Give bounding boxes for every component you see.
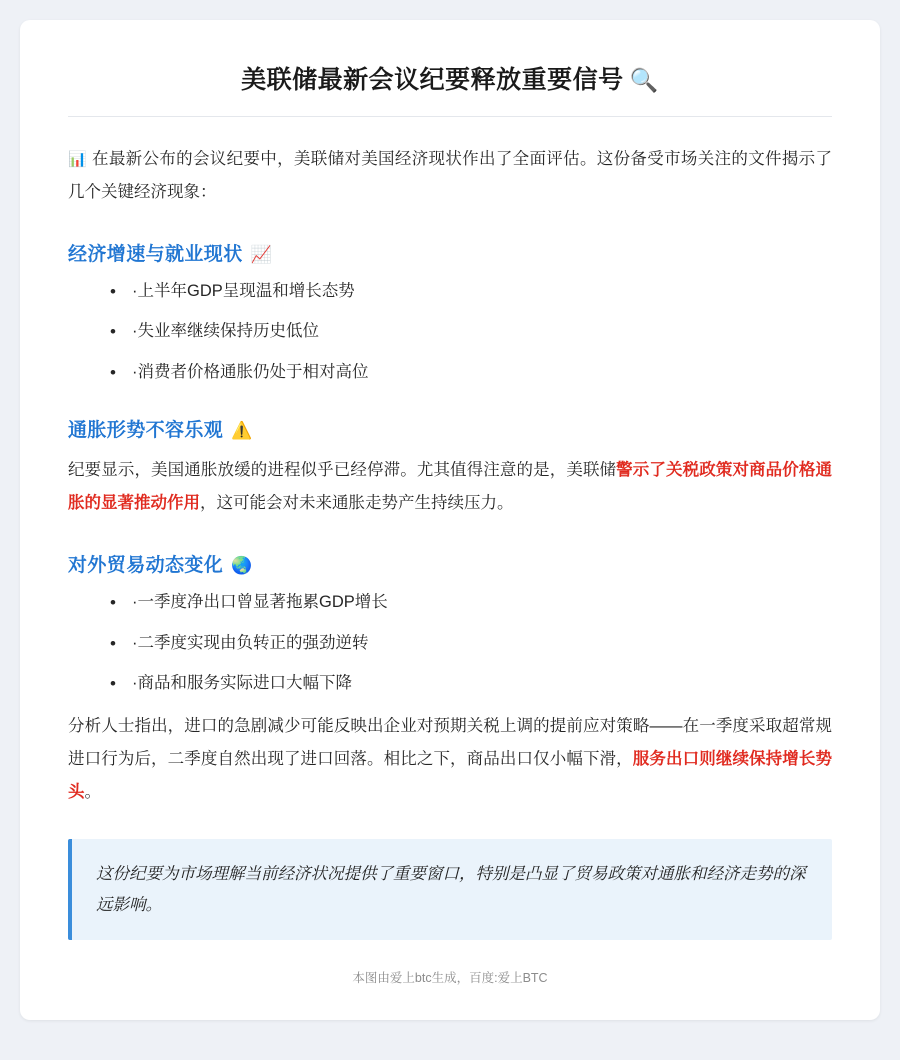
chart-increasing-icon: 📈 (250, 245, 273, 264)
paragraph-part: ，这可能会对未来通胀走势产生持续压力。 (200, 494, 514, 513)
bullet-list-trade (68, 589, 832, 696)
list-item: • ·商品和服务实际进口大幅下降 (132, 670, 832, 696)
page-title (68, 54, 832, 117)
list-item: • ·上半年GDP呈现温和增长态势 (132, 278, 832, 304)
list-item: • ·消费者价格通胀仍处于相对高位 (132, 359, 832, 385)
paragraph-part: 分析人士指出，进口的急剧减少可能反映出企业对预期关税上调的提前应对策略——在一季度采取超常规进口行为后，二季度自然出现了进口回落。相比之下，商品出口仅小幅下滑， (68, 717, 832, 769)
document-card (20, 20, 880, 1020)
callout-text: 这份纪要为市场理解当前经济状况提供了重要窗口，特别是凸显了贸易政策对通胀和经济走势的深远影响。 (96, 865, 806, 914)
callout-box (68, 839, 832, 940)
section-heading-trade (68, 550, 832, 577)
globe-icon: 🌏 (231, 556, 253, 576)
footer-credit: 本图由爱上btc生成，百度:爱上BTC (352, 971, 548, 986)
bullet-list-growth (68, 278, 832, 385)
section-heading-growth-text: 经济增速与就业现状 (68, 244, 243, 265)
list-item: • ·一季度净出口曾显著拖累GDP增长 (132, 589, 832, 615)
page-title-text: 美联储最新会议纪要释放重要信号 (241, 66, 624, 94)
paragraph-highlight: 警示了关税政策对商品价格通胀的显著推动作用 (68, 461, 833, 513)
paragraph-highlight: 服务出口则继续保持增长势头 (68, 750, 833, 802)
warning-icon: ⚠️ (231, 421, 253, 441)
magnifier-icon: 🔍 (629, 67, 659, 93)
list-item: • ·失业率继续保持历史低位 (132, 318, 832, 344)
section-heading-growth (68, 239, 832, 266)
trade-paragraph (68, 710, 832, 809)
list-item: • ·二季度实现由负转正的强劲逆转 (132, 630, 832, 656)
paragraph-part: 纪要显示，美国通胀放缓的进程似乎已经停滞。尤其值得注意的是，美联储 (68, 461, 617, 480)
paragraph-part: 。 (84, 783, 101, 802)
section-heading-inflation (68, 415, 832, 442)
inflation-paragraph (68, 454, 832, 520)
intro-text: 在最新公布的会议纪要中，美联储对美国经济现状作出了全面评估。这份备受市场关注的文件揭示了几个关键经济现象： (68, 150, 833, 201)
section-heading-inflation-text: 通胀形势不容乐观 (68, 420, 224, 442)
bar-chart-icon: 📊 (68, 151, 88, 168)
intro-paragraph (68, 143, 832, 209)
section-heading-trade-text: 对外贸易动态变化 (68, 555, 224, 577)
